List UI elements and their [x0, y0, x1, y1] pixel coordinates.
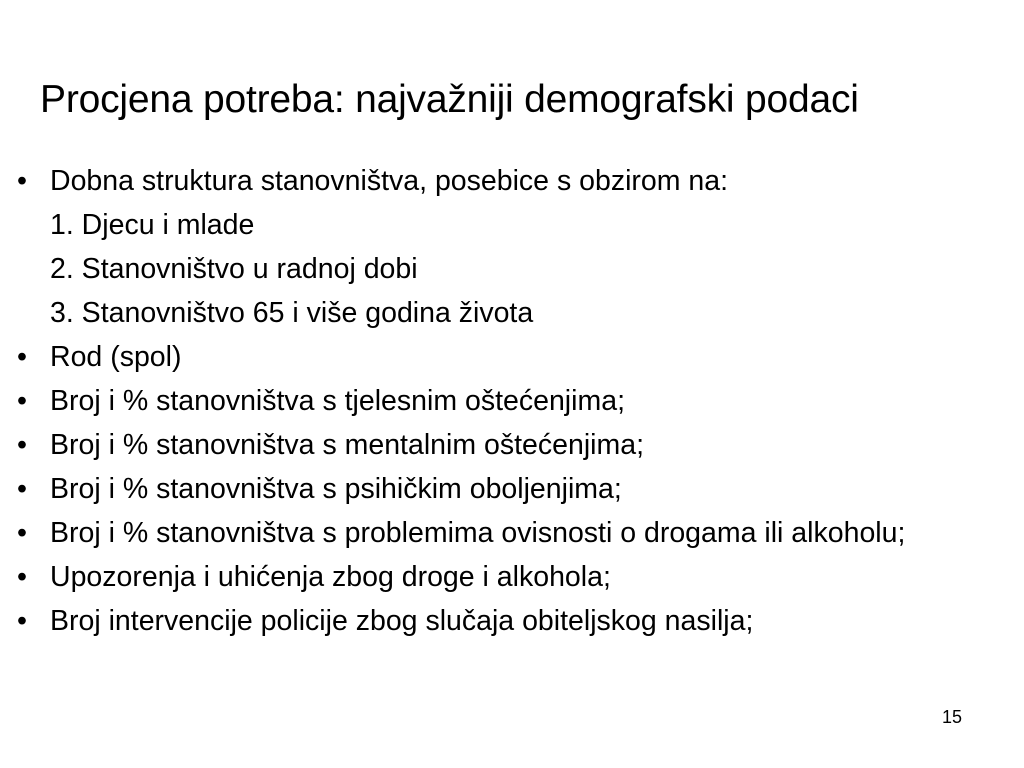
bullet-icon: • — [17, 385, 27, 417]
bullet-icon: • — [17, 517, 27, 549]
bullet-list — [0, 166, 1024, 650]
bullet-item-arrests — [0, 562, 1024, 592]
bullet-text: Broj intervencije policije zbog slučaja obiteljskog nasilja; — [50, 605, 754, 637]
sub-item-elderly — [0, 298, 1024, 328]
slide-title: Procjena potreba: najvažniji demografski podaci — [40, 78, 859, 121]
bullet-icon: • — [17, 561, 27, 593]
bullet-text: Broj i % stanovništva s mentalnim oštećenjima; — [50, 429, 644, 461]
bullet-item-age-structure — [0, 166, 1024, 196]
sub-item-children — [0, 210, 1024, 240]
bullet-item-addiction — [0, 518, 1024, 548]
sub-item-working-age — [0, 254, 1024, 284]
bullet-item-psychiatric-illness — [0, 474, 1024, 504]
bullet-text: Upozorenja i uhićenja zbog droge i alkohola; — [50, 561, 611, 593]
bullet-icon: • — [17, 165, 27, 197]
bullet-icon: • — [17, 341, 27, 373]
bullet-text: Broj i % stanovništva s problemima ovisnosti o drogama ili alkoholu; — [50, 517, 906, 549]
bullet-text: Broj i % stanovništva s tjelesnim oštećenjima; — [50, 385, 625, 417]
bullet-text: Broj i % stanovništva s psihičkim oboljenjima; — [50, 473, 622, 505]
bullet-item-gender — [0, 342, 1024, 372]
sub-item-text: 3. Stanovništvo 65 i više godina života — [50, 297, 534, 329]
bullet-item-domestic-violence — [0, 606, 1024, 636]
bullet-icon: • — [17, 605, 27, 637]
bullet-text: Dobna struktura stanovništva, posebice s obzirom na: — [50, 165, 729, 197]
page-number: 15 — [941, 707, 962, 727]
bullet-item-mental-impairments — [0, 430, 1024, 460]
bullet-text: Rod (spol) — [50, 341, 182, 373]
bullet-item-physical-impairments — [0, 386, 1024, 416]
sub-item-text: 2. Stanovništvo u radnoj dobi — [50, 253, 418, 285]
bullet-icon: • — [17, 473, 27, 505]
bullet-icon: • — [17, 429, 27, 461]
sub-item-text: 1. Djecu i mlade — [50, 209, 255, 241]
